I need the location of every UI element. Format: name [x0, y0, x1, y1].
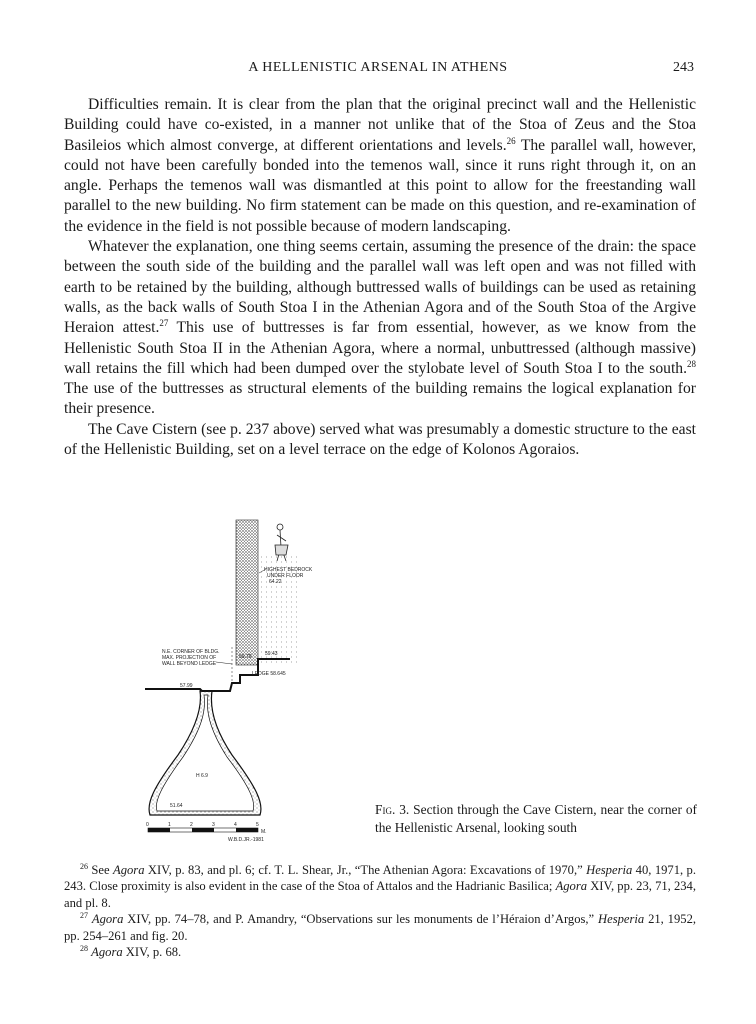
cistern-section-drawing [140, 515, 320, 855]
fn27-t2: 21, 1952, pp. 254–261 and fig. 20. [64, 912, 697, 943]
fn26-t4: XIV, pp. 23, 71, 234, and pl. 8. [64, 879, 697, 910]
fn26-t3: 40, 1971, p. 243. Close proximity is also evident in the case of the Stoa of Attalos and the Hadrianic Basilica; [64, 863, 696, 894]
fn27-i2: Hesperia [598, 912, 645, 927]
fn27-t1: XIV, pp. 74–78, and P. Amandry, “Observations sur les monuments de l’Héraion d’Argos,” [123, 912, 599, 927]
page-number: 243 [673, 60, 694, 75]
scale-tick-4: 4 [234, 822, 237, 828]
footnote-28 [64, 944, 696, 960]
figure-caption [375, 801, 697, 837]
building-wall [236, 520, 258, 665]
label-corner-2: MAX. PROJECTION OF [162, 655, 217, 661]
fn26-t1: See [88, 863, 113, 877]
scale-bar [146, 822, 267, 843]
label-level-right: 59.43 [265, 651, 278, 657]
p1-text-a: Difficulties remain. It is clear from the plan that the original precinct wall and the Hellenistic Building could have co-existed, in a manner not unlike that of the Stoa of Zeus and the Stoa Basileios which almost converge, at different orientations and levels. [64, 96, 696, 154]
caption-text: Section through the Cave Cistern, near the corner of the Hellenistic Arsenal, looking south [375, 802, 698, 835]
footnotes [64, 862, 696, 960]
fn26-t2: XIV, p. 83, and pl. 6; cf. T. L. Shear, Jr., “The Athenian Agora: Excavations of 1970,” [144, 863, 587, 877]
fn26-i3: Agora [555, 879, 588, 894]
label-highest-bedrock-3: 64.22 [269, 579, 282, 585]
label-floor: 51.64 [170, 803, 183, 809]
label-corner-3: WALL BEYOND LEDGE [162, 661, 217, 667]
footnote-26 [64, 862, 696, 911]
paragraph-3: The Cave Cistern (see p. 237 above) served what was presumably a domestic structure to the east of the Hellenistic Building, set on a level terrace on the edge of Kolonos Agoraios. [64, 420, 696, 459]
footnote-27-number: 27 [80, 911, 88, 921]
scale-tick-5: 5 [256, 822, 259, 828]
fn28-t1: XIV, p. 68. [122, 945, 182, 960]
p2-text-a: Whatever the explanation, one thing seems certain, assuming the presence of the drain: the space between the south side of the building and the parallel wall was left open and was not filled with earth to be retained by the building, although buttressed walls of buildings can be used as retaining walls, as the back walls of South Stoa I in the Athenian Agora and of the South Stoa of the Argive Heraion attest. [64, 238, 696, 337]
label-highest-bedrock-1: HIGHEST BEDROCK [264, 567, 313, 573]
scale-tick-2: 2 [190, 822, 193, 828]
body-text [64, 95, 696, 460]
fn28-i1: Agora [91, 945, 123, 960]
fn26-i1: Agora [113, 863, 145, 877]
footnote-28-number: 28 [80, 944, 88, 954]
p2-text-c: The use of the buttresses as structural elements of the building remains the logical explanation for their presence. [64, 380, 696, 418]
footnote-ref-28[interactable]: 28 [687, 358, 696, 369]
p2-text-b: This use of buttresses is far from essential, however, as we know from the Hellenistic South Stoa II in the Athenian Agora, where a normal, unbuttressed (although massive) wall retains the fill which had been dumped over the stylobate level of South Stoa I to the south. [64, 319, 696, 377]
label-ledge: LEDGE 58.645 [252, 671, 286, 677]
footnote-ref-27[interactable]: 27 [159, 318, 169, 329]
label-depth: H 6.9 [196, 773, 208, 779]
drawing-signature: W.B.D.JR.-1981 [228, 837, 264, 843]
running-title: A HELLENISTIC ARSENAL IN ATHENS [248, 60, 508, 75]
scale-tick-0: 0 [146, 822, 149, 828]
caption-label: Fig. 3. [375, 802, 410, 817]
paragraph-1 [64, 95, 696, 237]
p1-text-b: The parallel wall, however, could not have been carefully bonded into the temenos wall, since it runs right through it, on an angle. Perhaps the temenos wall was dismantled at this point to allow for the freestanding wall parallel to the new building. No firm statement can be made on this question, and re-examination of the evidence in the field is not possible because of modern landscaping. [64, 136, 697, 235]
scale-tick-1: 1 [168, 822, 171, 828]
footnote-27 [64, 911, 696, 944]
cistern-section-figure [140, 515, 320, 855]
footnote-ref-26[interactable]: 26 [506, 135, 516, 146]
fn27-i1: Agora [91, 912, 124, 927]
label-corner-1: N.E. CORNER OF BLDG. [162, 649, 220, 655]
fn26-i2: Hesperia [586, 863, 633, 877]
label-rim: 57.99 [180, 683, 193, 689]
label-level-left: 59.79 [239, 654, 252, 660]
cistern-cavity [156, 695, 253, 811]
footnote-26-number: 26 [80, 862, 88, 871]
scale-tick-3: 3 [212, 822, 215, 828]
scale-unit: M. [261, 829, 267, 835]
paragraph-2 [64, 237, 696, 420]
label-highest-bedrock-2: UNDER FLOOR [267, 573, 304, 579]
